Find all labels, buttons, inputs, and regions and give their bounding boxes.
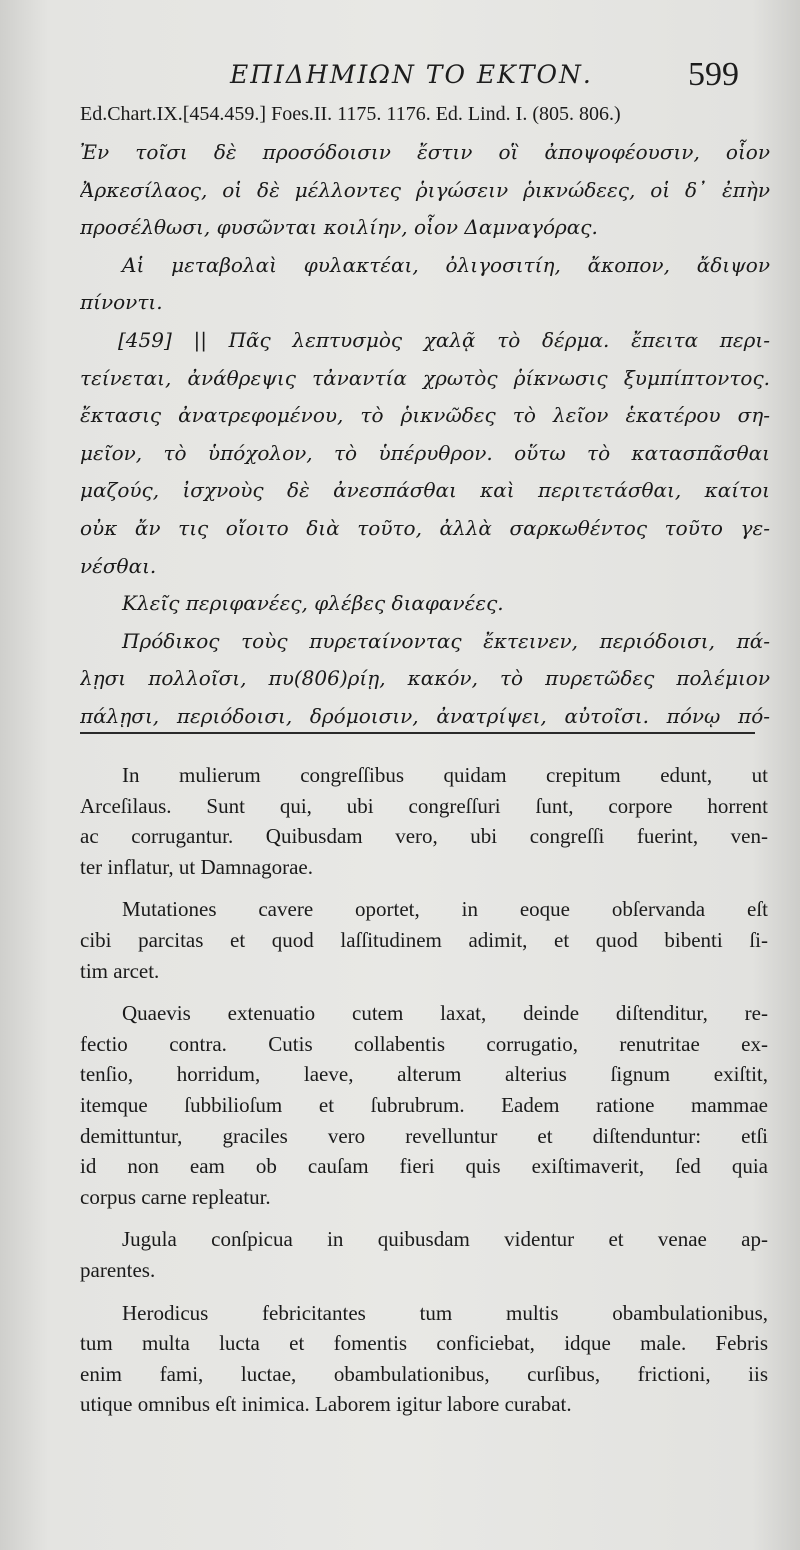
latin-translation-block <box>80 760 768 1420</box>
greek-line: μεῖον, τὸ ὑπόχολον, τὸ ὑπέρυθρον. οὕτω τὸ κατασπᾶσθαι <box>80 440 770 465</box>
latin-line: ac corrugantur. Quibusdam vero, ubi congreſſi fuerint, ven- <box>80 824 768 849</box>
greek-line: πίνοντι. <box>80 290 163 315</box>
latin-paragraph <box>80 894 768 986</box>
latin-line: ter inflatur, ut Damnagorae. <box>80 854 313 879</box>
latin-paragraph <box>80 1224 768 1285</box>
greek-line: Αἱ μεταβολαὶ φυλακτέαι, ὀλιγοσιτίη, ἄκοπον, ἄδιψον <box>122 252 770 277</box>
greek-line: μαζούς, ἰσχνοὺς δὲ ἀνεσπάσθαι καὶ περιτετάσθαι, καίτοι <box>80 478 770 503</box>
latin-line: Quaevis extenuatio cutem laxat, deinde diſtenditur, re- <box>122 1001 768 1026</box>
latin-line: Jugula conſpicua in quibusdam videntur et venae ap- <box>122 1227 768 1252</box>
latin-line: parentes. <box>80 1257 156 1282</box>
latin-line: tenſio, horridum, laeve, alterum alterius ſignum exiſtit, <box>80 1062 768 1087</box>
edition-reference-line: Ed.Chart.IX.[454.459.] Foes.II. 1175. 1176. Ed. Lind. I. (805. 806.) <box>80 103 621 125</box>
greek-line: οὐκ ἄν τις οἴοιτο διὰ τοῦτο, ἀλλὰ σαρκωθέντος τοῦτο γε- <box>80 515 770 540</box>
greek-line: νέσθαι. <box>80 553 157 578</box>
latin-line: tum multa lucta et fomentis conficiebat, idque male. Febris <box>80 1331 768 1356</box>
latin-line: demittuntur, graciles vero revelluntur et diſtenduntur: etſi <box>80 1123 768 1148</box>
page-header <box>0 52 800 92</box>
latin-paragraph <box>80 760 768 882</box>
greek-line: προσέλθωσι, φυσῶνται κοιλίην, οἷον Δαμναγόρας. <box>80 215 598 240</box>
latin-line: tim arcet. <box>80 958 160 983</box>
latin-line: id non eam ob cauſam fieri quis exiſtimaverit, ſed quia <box>80 1154 768 1179</box>
latin-line: itemque ſubbilioſum et ſubrubrum. Eadem ratione mammae <box>80 1092 768 1117</box>
latin-line: Mutationes cavere oportet, in eoque obſervanda eſt <box>122 897 768 922</box>
latin-line: corpus carne repleatur. <box>80 1184 271 1209</box>
greek-line: πάλῃσι, περιόδοισι, δρόμοισιν, ἀνατρίψει, αὐτοῖσι. πόνῳ πό- <box>80 703 770 728</box>
greek-line: Πρόδικος τοὺς πυρεταίνοντας ἔκτεινεν, περιόδοισι, πά- <box>122 628 770 653</box>
latin-line: enim fami, luctae, obambulationibus, curſibus, frictioni, iis <box>80 1361 768 1386</box>
greek-line: Ἐν τοῖσι δὲ προσόδοισιν ἔστιν οἳ ἀποψοφέουσιν, οἷον <box>80 140 770 164</box>
greek-line: [459] || Πᾶς λεπτυσμὸς χαλᾷ τὸ δέρμα. ἔπειτα περι- <box>118 327 770 352</box>
greek-line: λῃσι πολλοῖσι, πυ(806)ρίῃ, κακόν, τὸ πυρετῶδες πολέμιον <box>80 666 770 691</box>
latin-line: utique omnibus eſt inimica. Laborem igitur labore curabat. <box>80 1392 572 1417</box>
latin-paragraph <box>80 1298 768 1420</box>
page-number: 599 <box>688 56 739 93</box>
greek-line: ἔκτασις ἀνατρεφομένου, τὸ ῥικνῶδες τὸ λεῖον ἑκατέρου ση- <box>80 403 770 428</box>
latin-line: cibi parcitas et quod laſſitudinem adimit, et quod bibenti ſi- <box>80 927 768 952</box>
divider-rule <box>80 732 755 734</box>
running-head: ΕΠΙΔΗΜΙΩΝ ΤΟ ΕΚΤΟΝ. <box>230 60 593 89</box>
latin-line: Arceſilaus. Sunt qui, ubi congreſſuri ſunt, corpore horrent <box>80 793 768 818</box>
latin-line: In mulierum congreſſibus quidam crepitum edunt, ut <box>122 763 768 787</box>
latin-line: Herodicus febricitantes tum multis obambulationibus, <box>122 1300 768 1325</box>
greek-line: Ἀρκεσίλαος, οἱ δὲ μέλλοντες ῥιγώσειν ῥικνώδεες, οἱ δ᾽ ἐπὴν <box>80 177 770 202</box>
latin-line: fectio contra. Cutis collabentis corrugatio, renutritae ex- <box>80 1031 768 1056</box>
greek-line: τείνεται, ἀνάθρεψις τἀναντία χρωτὸς ῥίκνωσις ξυμπίπτοντος. <box>80 365 770 390</box>
greek-text-block <box>80 134 770 736</box>
latin-paragraph <box>80 998 768 1212</box>
greek-line: Κλεῖς περιφανέες, φλέβες διαφανέες. <box>122 591 504 616</box>
